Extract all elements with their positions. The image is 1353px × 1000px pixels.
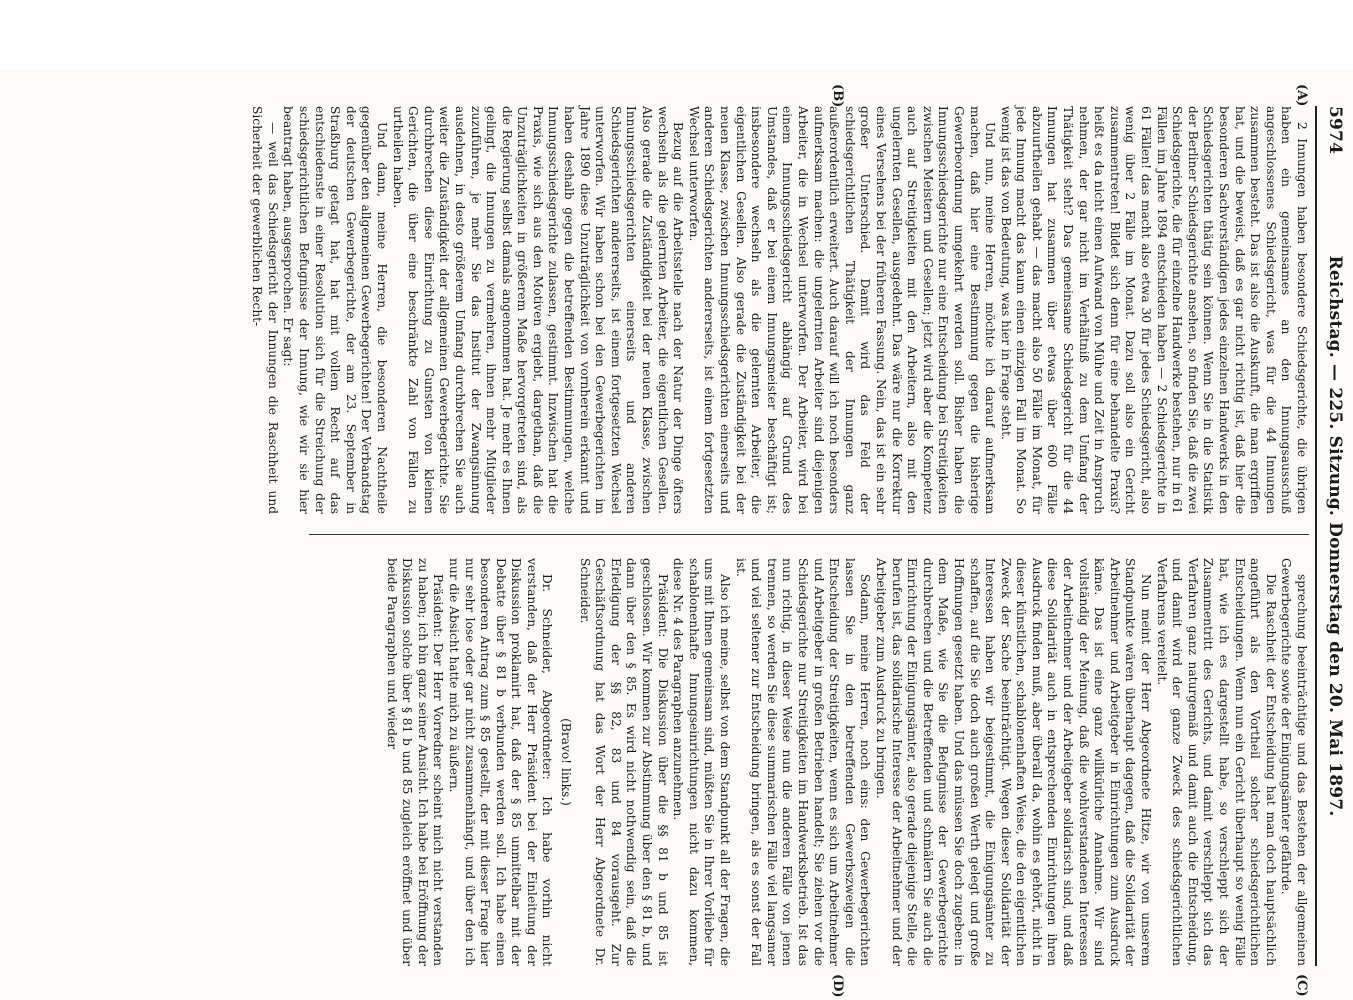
margin-marker-a: (A) (1294, 84, 1309, 107)
interjection: (Bravo! links.) (559, 718, 574, 806)
header-rule (1315, 106, 1317, 966)
document-page (0, 70, 1353, 1000)
paragraph: Präsident: Die Diskussion über die §§ 81 b und 85 ist geschlossen. Wir kommen zur Abstimmung über den § 81 b, und dann über den § 85. Es wird nicht nothwendig sein, daß die Erledigung der §§ 82, 83 und 84 vorausgeht. Zur Geschäftsordnung hat das Wort der Herr Abgeordnete Dr. Schneider. (577, 558, 670, 966)
speech-paragraph: Dr. Schneider, Abgeordneter: Ich habe vorhin nicht verstanden, daß der Herr Präsident bei der Einleitung der Diskussion proklamirt hat, daß der § 85 unmittelbar mit der Debatte über § 81 b verbunden werden soll. Ich habe einen besonderen Antrag zum § 85 gestellt, der mit dieser Frage hier nur sehr lose oder gar nicht zusammenhängt, und über den ich nur die Absicht hatte mich zu äußern. (446, 558, 555, 966)
margin-marker-d: (D) (830, 974, 845, 998)
paragraph: Bezug auf die Arbeitsstelle nach der Natur der Dinge öfters wechseln als die gelernten Arbeiter, die eigentlichen Gesellen. Also gerade die Zuständigkeit bei der neuen Klasse, zwischen Innungsschiedsgerichten einerseits und anderen Schiedsgerichten andererseits, ist einem fortgesetzten Wechsel unterworfen. Wir haben schon bei den Gewerbegerichten im Jahre 1890 diese Unzuträglichkeit von vornherein erkannt und haben deshalb gegen die betreffenden Bestimmungen, welche Innungsschiedsgerichte zulassen, gestimmt. Inzwischen hat die Praxis, wie sich aus den Motiven ergiebt, dargethan, daß die Unzuträglichkeiten in größerem Maße hervorgetreten sind, als die Regierung selbst damals angenommen hat. Je mehr es Ihnen gelingt, die Innungen zu vermehren, ihnen mehr Mitglieder zuzuführen, je mehr Sie das Institut der Zwangsinnung ausdehnen, in desto größerem Umfang durchbrechen Sie auch weiter die Zuständigkeit der allgemeinen Gewerbegerichte. Sie durchbrechen diese Einrichtung zu Gunsten von kleinen Gerichten, die über eine beschränkte Zahl von Fällen zu urtheilen haben. (390, 106, 686, 514)
paragraph: Sodann, meine Herren, noch eins: den Gewerbegerichten lassen Sie in den betreffenden Gewerbszweigen die Entscheidung der Streitigkeiten, wenn es sich um Arbeitnehmer und Arbeitgeber in großen Betrieben handelt; Sie ziehen vor die Schiedsgerichte nur Streitigkeiten im Handwerksbetrieb. Ist das nun richtig, in dieser Weise nun die anderen Fälle von jenen trennen, so werden Sie diese summarischen Fälle viel langsamer und viel seltener zur Entscheidung bringen, als es sonst der Fall ist. (733, 558, 873, 966)
margin-marker-c: (C) (1294, 974, 1309, 997)
paragraph: Die Raschheit der Entscheidung hat man doch hauptsächlich angeführt als den Vortheil solcher schiedsgerichtlichen Entscheidungen. Wenn nun ein Gericht überhaupt so wenig Fälle hat, wie ich es dargestellt habe, so verschleppt sich der Zusammentritt des Gerichts, und damit verschleppt sich das Verfahren ganz naturgemäß und damit auch die Entscheidung, und damit wird der ganze Zweck des schiedsgerichtlichen Verfahrens vereitelt. (1154, 558, 1278, 966)
paragraph: Also ich meine, selbst von dem Standpunkt all der Fragen, die uns mit Ihnen gemeinsam sind, müßten Sie in Ihrer Vorliebe für schablonenhafte Innungseinrichtungen nicht dazu kommen, diese Nr. 4 des Paragraphen anzunehmen. (671, 558, 733, 966)
paragraph: — weil das Schiedsgericht der Innungen die Raschheit und Sicherheit der gewerblichen Recht- (250, 106, 280, 514)
paragraph: 2 Innungen haben besondere Schiedsgerichte, die übrigen haben ein gemeinsames an den Innungsausschuß angeschlossenes Schiedsgericht, was für die 44 Innungen zusammen besteht. Das ist also die Auskunft, die man ergriffen hat, und die beweist, daß es gar nicht richtig ist, daß hier die besonderen Sachverständigen jedes einzelnen Handwerks in den Schiedsgerichten thätig sein können. Wenn Sie in die Statistik der Berliner Schiedsgerichte ansehen, so finden Sie, daß die zwei Schiedsgerichte, die für einzelne Handwerke bestehen, nur in 61 Fällen im Jahre 1894 entschieden haben — 2 Schiedsgerichte in 61 Fällen! das macht also etwa 30 für jedes Schiedsgericht, also wenig über 2 Fälle im Monat. Dazu soll also ein Gericht zusammentreten! Bildet sich denn für eine behandelte Praxis? heißt es da nicht einen Aufwand von Mühe und Zeit in Anspruch nehmen, der gar nicht im Verhältniß zu dem Umfang der Thätigkeit steht? Das gemeinsame Schiedsgericht für die 44 Innungen hat zusammen über etwas über 600 Fälle abzuurtheilen gehabt — das macht also 50 Fälle im Monat, für jede Innung macht das kaum einen einzigen Fall im Monat. So wenig ist das von Bedeutung, was hier in Frage steht. (998, 106, 1309, 514)
column-divider (309, 534, 1309, 535)
paragraph: Und nun, meine Herren, möchte ich darauf aufmerksam machen, daß hier eine Bestimmung gegen die bisherige Gewerbeordnung umgekehrt werden soll. Bisher haben die Innungsschiedsgerichte nur eine Entscheidung bei Streitigkeiten zwischen Meistern und Gesellen; jetzt wird aber die Kompetenz auch auf Streitigkeiten mit den Arbeitern, also mit den ungelernten Gesellen, ausgedehnt. Das wäre nur die Korrektur eines Versehens bei der früheren Fassung. Nein, das ist ein sehr großer Unterschied. Damit wird das Feld der schiedsgerichtlichen Thätigkeit der Innungen ganz außerordentlich erweitert. Auch darauf will ich noch besonders aufmerksam machen: die ungelernten Arbeiter sind diejenigen Arbeiter, die in Wechsel unterworfen. Der Arbeiter, wird bei einem Innungsschiedsgericht abhängig auf Grund des Umstandes, daß er bei einem Innungsmeister beschäftigt ist; insbesondere wechseln als die gelernten Arbeiter, die eigentlichen Gesellen. Also gerade die Zuständigkeit bei der neuen Klasse, zwischen Innungsschiedsgerichten einerseits und anderen Schiedsgerichten andererseits, ist einem fortgesetzten Wechsel unterworfen. (686, 106, 998, 514)
page-header (1319, 106, 1345, 966)
paragraph: sprechung beeinträchtige und das Bestehen der allgemeinen Gewerbegerichte sowie der Einigungsämter gefährde. (1279, 558, 1309, 966)
right-column (319, 558, 1309, 966)
paragraph: Nun meint der Herr Abgeordnete Hitze, wir von unserem Standpunkte wären überhaupt dagegen, daß die Solidarität der Arbeitnehmer und Arbeitgeber in Einrichtungen zum Ausdruck käme. Das ist eine ganz willkürliche Annahme. Wir sind vollständig der Meinung, daß die wohlverstandenen Interessen der Arbeitnehmer und der Arbeitgeber solidarisch sind, und daß diese Solidarität auch in entsprechenden Einrichtungen ihren Ausdruck finden muß, aber überall da, wohin es gehört, nicht in dieser künstlichen, schablonenhaften Weise, die den eigentlichen Zweck der Sache beeinträchtigt. Wegen dieser Solidarität der Interessen haben wir beigestimmt, die Einigungsämter zu schaffen, auf die Sie doch auch großen Werth gelegt und große Hoffnungen gesetzt haben. Und das müssen Sie doch zugeben: in dem Maße, wie Sie die Befugnisse der Gewerbegerichte durchbrechen und die Betreffenden und schmälern Sie auch die Einrichtung der Einigungsämter, also gerade diejenige Stelle, die berufen ist, das solidarische Interesse der Arbeitnehmer und der Arbeitgeber zum Ausdruck zu bringen. (873, 558, 1154, 966)
speech-paragraph: Präsident: Der Herr Vorredner scheint mich nicht verstanden zu haben; ich bin ganz seiner Ansicht. Ich habe bei Eröffnung der Diskussion solche über § 81 b und 85 zugleich eröffnet und über beide Paragraphen und wieder (384, 558, 446, 966)
paragraph: Und dann, meine Herren, die besonderen Nachtheile gegenüber den allgemeinen Gewerbegerichten! Der Verbandstag der deutschen Gewerbegerichte, der am 23. September in Straßburg getagt hat, hat mit vollem Recht auf das entschiedenste in einer Resolution sich für die Streichung der schiedsgerichtlichen Befugnisse der Innung, wie wir sie hier beantragt haben, ausgesprochen. Er sagt: (281, 106, 389, 514)
left-column (250, 106, 1309, 514)
page-title: Reichstag. — 225. Sitzung. Donnerstag den 20. Mai 1897. (1325, 255, 1345, 817)
margin-marker-b: (B) (830, 84, 845, 108)
page-number: 5974 (1325, 106, 1345, 155)
